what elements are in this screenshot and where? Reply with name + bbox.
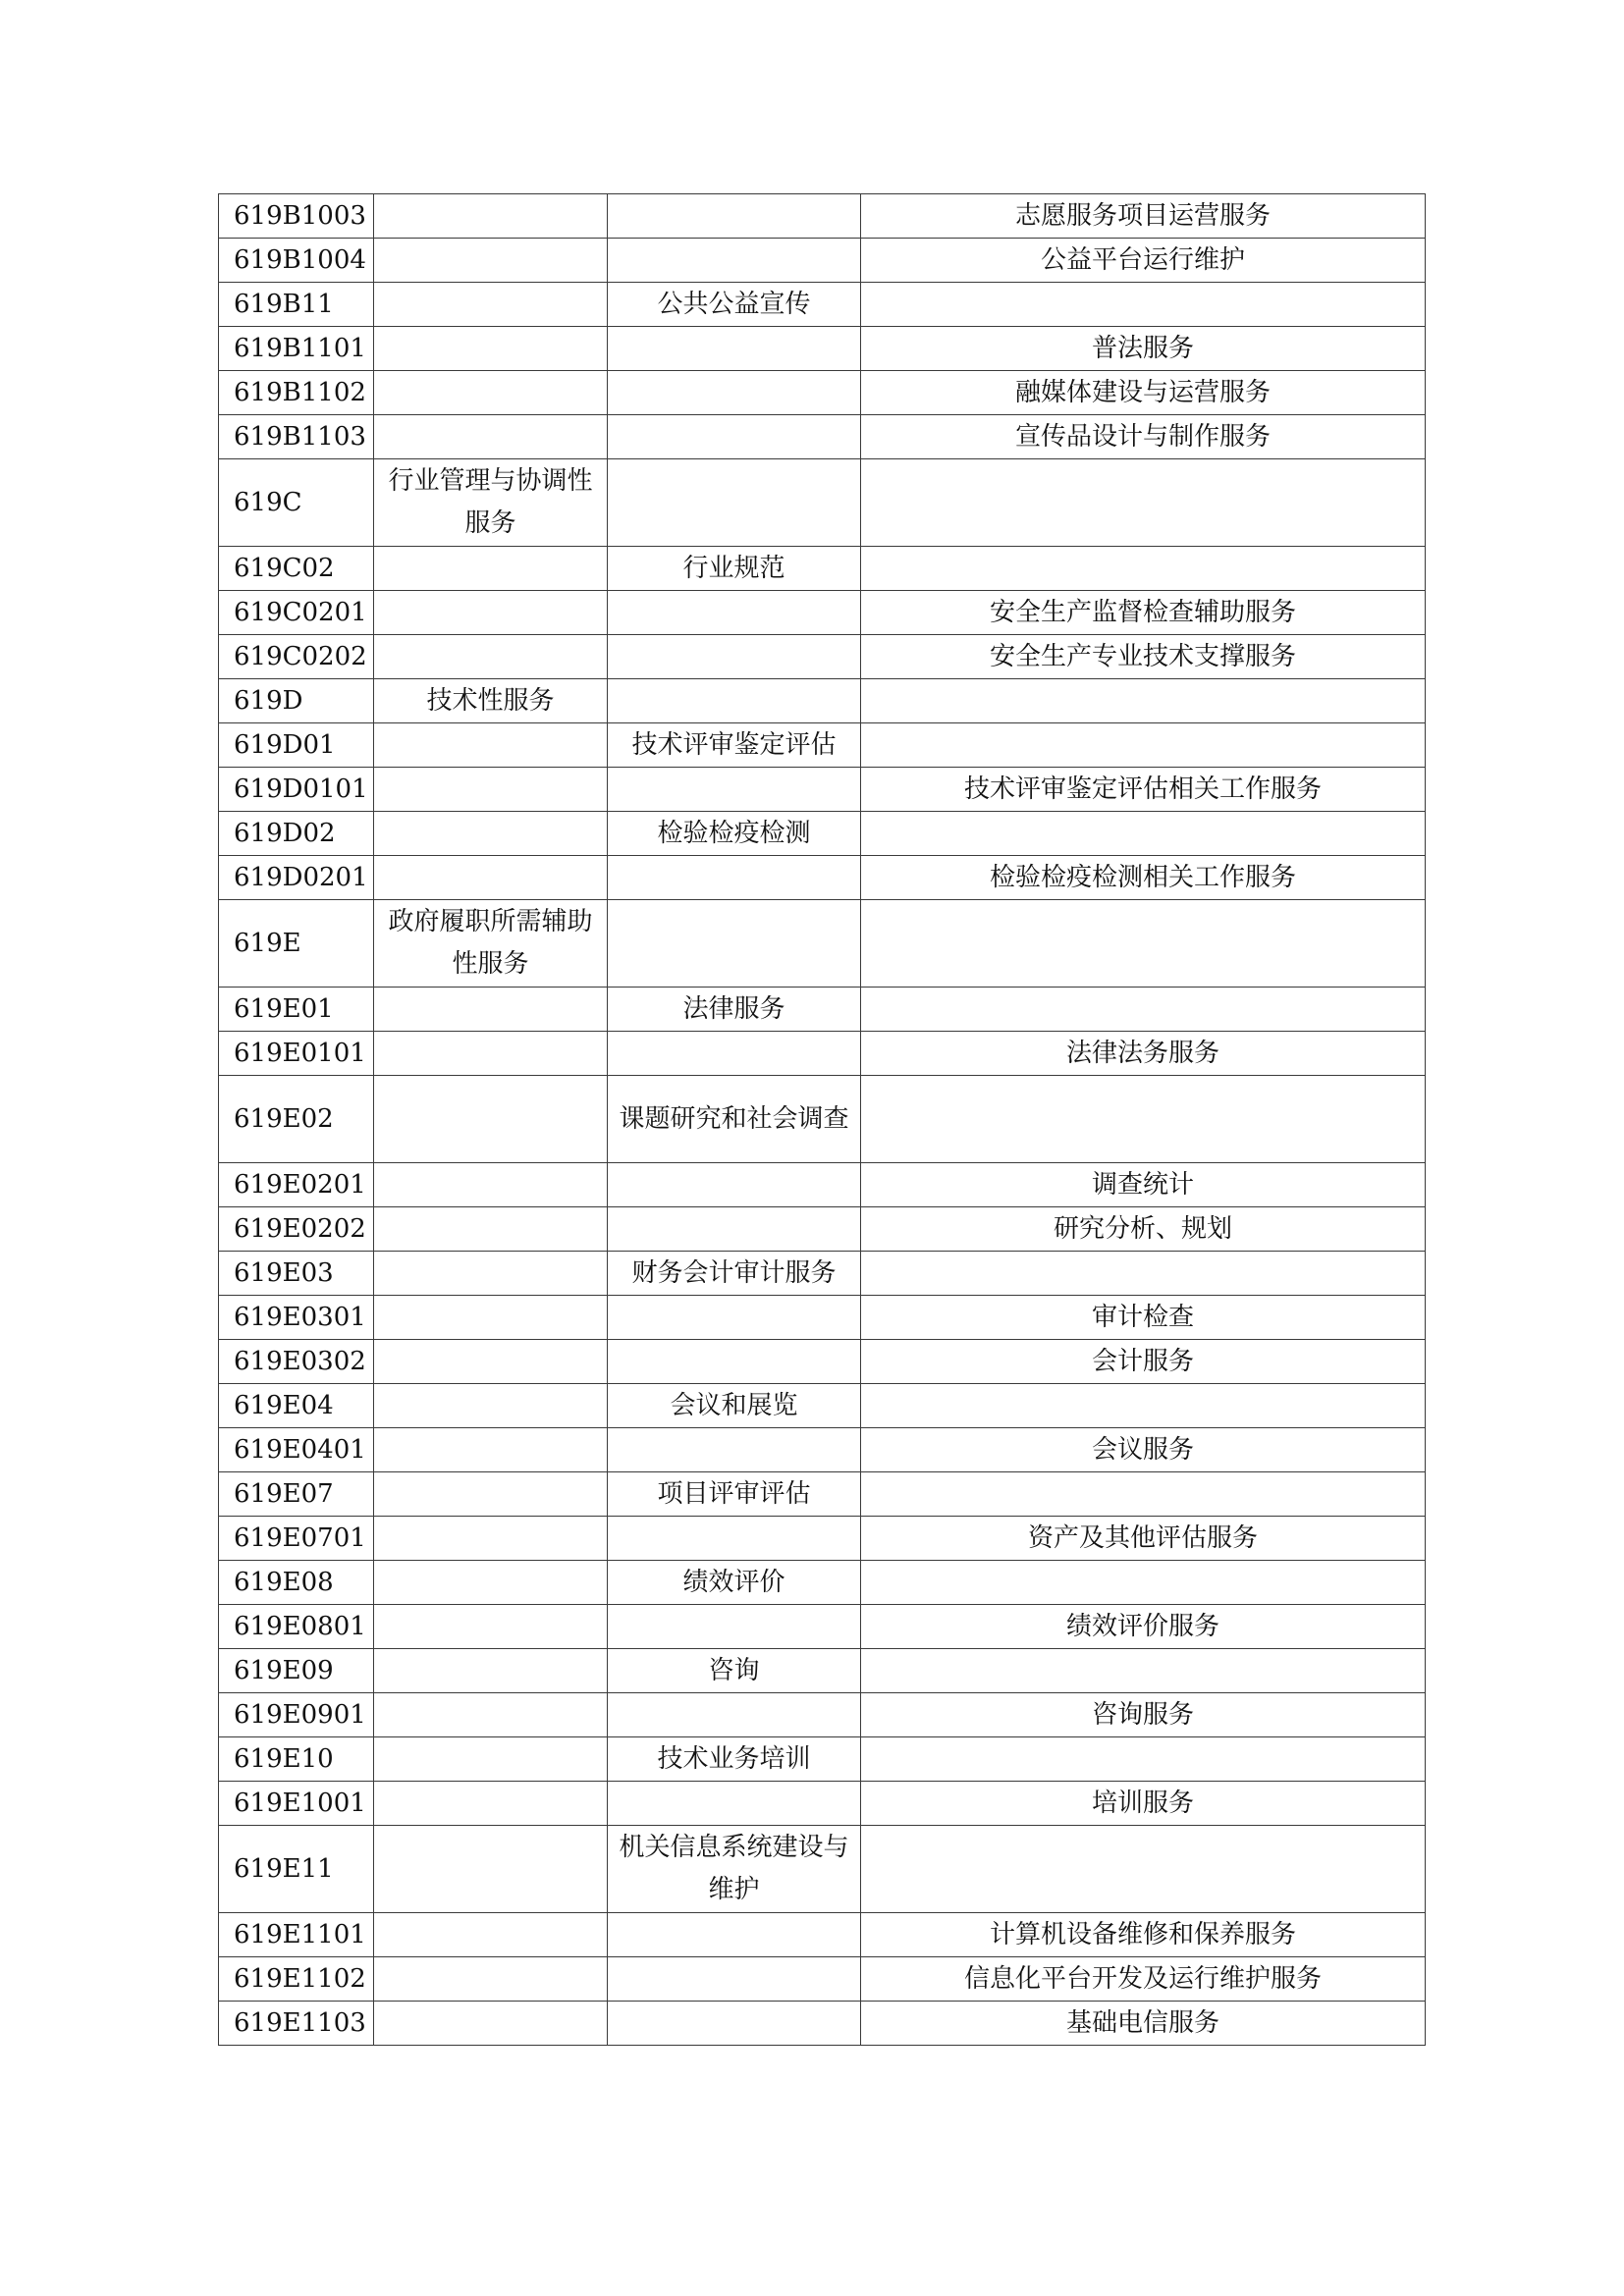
cell-level3 xyxy=(861,1649,1426,1693)
cell-code: 619D01 xyxy=(219,723,374,768)
cell-code: 619B1004 xyxy=(219,239,374,283)
cell-code: 619D xyxy=(219,679,374,723)
cell-level3: 培训服务 xyxy=(861,1782,1426,1826)
cell-level2 xyxy=(608,1957,861,2002)
cell-level1: 行业管理与协调性服务 xyxy=(374,459,608,547)
table-row xyxy=(219,1032,1426,1076)
cell-level1: 政府履职所需辅助性服务 xyxy=(374,900,608,988)
table-row xyxy=(219,679,1426,723)
cell-level1 xyxy=(374,768,608,812)
table-row xyxy=(219,547,1426,591)
cell-level1 xyxy=(374,1428,608,1472)
cell-level1 xyxy=(374,1561,608,1605)
cell-level1 xyxy=(374,856,608,900)
cell-level2 xyxy=(608,1428,861,1472)
cell-level3 xyxy=(861,1252,1426,1296)
cell-level2 xyxy=(608,635,861,679)
cell-level1 xyxy=(374,988,608,1032)
cell-level3 xyxy=(861,1737,1426,1782)
cell-code: 619E1103 xyxy=(219,2002,374,2046)
cell-level3: 绩效评价服务 xyxy=(861,1605,1426,1649)
table-row xyxy=(219,1605,1426,1649)
cell-level2 xyxy=(608,371,861,415)
cell-level2 xyxy=(608,1207,861,1252)
table-row xyxy=(219,327,1426,371)
table-row xyxy=(219,415,1426,459)
cell-level3: 会计服务 xyxy=(861,1340,1426,1384)
cell-level1 xyxy=(374,1163,608,1207)
cell-code: 619E0301 xyxy=(219,1296,374,1340)
table-row xyxy=(219,812,1426,856)
cell-level3: 会议服务 xyxy=(861,1428,1426,1472)
cell-code: 619E xyxy=(219,900,374,988)
cell-level1 xyxy=(374,1076,608,1163)
cell-level1 xyxy=(374,1517,608,1561)
cell-level3: 安全生产监督检查辅助服务 xyxy=(861,591,1426,635)
cell-level1 xyxy=(374,1826,608,1913)
table-row xyxy=(219,1076,1426,1163)
cell-level2: 财务会计审计服务 xyxy=(608,1252,861,1296)
cell-level1 xyxy=(374,1207,608,1252)
table-row xyxy=(219,635,1426,679)
cell-level1 xyxy=(374,1296,608,1340)
table-row xyxy=(219,591,1426,635)
cell-level2 xyxy=(608,1032,861,1076)
table-row xyxy=(219,239,1426,283)
cell-level2 xyxy=(608,1163,861,1207)
cell-level3 xyxy=(861,679,1426,723)
cell-level3 xyxy=(861,900,1426,988)
cell-code: 619E01 xyxy=(219,988,374,1032)
cell-level2 xyxy=(608,327,861,371)
cell-level3 xyxy=(861,1472,1426,1517)
cell-level1 xyxy=(374,1340,608,1384)
cell-level2 xyxy=(608,194,861,239)
cell-level1 xyxy=(374,239,608,283)
cell-level3 xyxy=(861,459,1426,547)
table-row xyxy=(219,1957,1426,2002)
cell-code: 619E0101 xyxy=(219,1032,374,1076)
table-row xyxy=(219,1340,1426,1384)
cell-level3 xyxy=(861,1076,1426,1163)
cell-level1 xyxy=(374,194,608,239)
cell-level2: 咨询 xyxy=(608,1649,861,1693)
cell-level3: 普法服务 xyxy=(861,327,1426,371)
cell-code: 619E09 xyxy=(219,1649,374,1693)
cell-level1 xyxy=(374,327,608,371)
table-row xyxy=(219,768,1426,812)
cell-level2 xyxy=(608,2002,861,2046)
cell-code: 619E04 xyxy=(219,1384,374,1428)
cell-code: 619E10 xyxy=(219,1737,374,1782)
cell-level2 xyxy=(608,1605,861,1649)
cell-level2 xyxy=(608,239,861,283)
table-row xyxy=(219,723,1426,768)
table-row xyxy=(219,1428,1426,1472)
cell-level2: 会议和展览 xyxy=(608,1384,861,1428)
cell-level2: 法律服务 xyxy=(608,988,861,1032)
cell-level3: 公益平台运行维护 xyxy=(861,239,1426,283)
cell-code: 619D0201 xyxy=(219,856,374,900)
table-row xyxy=(219,459,1426,547)
cell-level3: 安全生产专业技术支撑服务 xyxy=(861,635,1426,679)
cell-level1 xyxy=(374,1957,608,2002)
cell-code: 619E1001 xyxy=(219,1782,374,1826)
cell-level2 xyxy=(608,1517,861,1561)
cell-level3 xyxy=(861,1826,1426,1913)
cell-level3: 基础电信服务 xyxy=(861,2002,1426,2046)
cell-level1 xyxy=(374,2002,608,2046)
cell-code: 619D0101 xyxy=(219,768,374,812)
cell-level2 xyxy=(608,679,861,723)
cell-level3: 审计检查 xyxy=(861,1296,1426,1340)
cell-level3 xyxy=(861,283,1426,327)
cell-level3: 研究分析、规划 xyxy=(861,1207,1426,1252)
cell-level3: 技术评审鉴定评估相关工作服务 xyxy=(861,768,1426,812)
table-row xyxy=(219,988,1426,1032)
cell-code: 619E0201 xyxy=(219,1163,374,1207)
table-row xyxy=(219,371,1426,415)
cell-level1: 技术性服务 xyxy=(374,679,608,723)
cell-code: 619E07 xyxy=(219,1472,374,1517)
cell-level2: 课题研究和社会调查 xyxy=(608,1076,861,1163)
cell-level2 xyxy=(608,415,861,459)
table-row xyxy=(219,1913,1426,1957)
cell-level1 xyxy=(374,283,608,327)
cell-level1 xyxy=(374,723,608,768)
cell-code: 619B11 xyxy=(219,283,374,327)
cell-level3 xyxy=(861,1384,1426,1428)
cell-level2 xyxy=(608,1296,861,1340)
cell-code: 619C0202 xyxy=(219,635,374,679)
cell-level1 xyxy=(374,812,608,856)
cell-level2 xyxy=(608,591,861,635)
cell-code: 619B1102 xyxy=(219,371,374,415)
cell-level3 xyxy=(861,812,1426,856)
cell-level1 xyxy=(374,371,608,415)
cell-code: 619E11 xyxy=(219,1826,374,1913)
cell-code: 619E03 xyxy=(219,1252,374,1296)
cell-code: 619E08 xyxy=(219,1561,374,1605)
cell-level1 xyxy=(374,1913,608,1957)
cell-code: 619E1101 xyxy=(219,1913,374,1957)
table-row xyxy=(219,1782,1426,1826)
table-row xyxy=(219,1384,1426,1428)
cell-code: 619E1102 xyxy=(219,1957,374,2002)
cell-level1 xyxy=(374,591,608,635)
cell-level3: 计算机设备维修和保养服务 xyxy=(861,1913,1426,1957)
table-row xyxy=(219,1252,1426,1296)
cell-code: 619E0401 xyxy=(219,1428,374,1472)
cell-code: 619E0901 xyxy=(219,1693,374,1737)
cell-level2 xyxy=(608,900,861,988)
cell-level1 xyxy=(374,1737,608,1782)
table-row xyxy=(219,900,1426,988)
cell-code: 619B1101 xyxy=(219,327,374,371)
table-row xyxy=(219,1517,1426,1561)
table-row xyxy=(219,856,1426,900)
cell-level1 xyxy=(374,1649,608,1693)
cell-level1 xyxy=(374,1605,608,1649)
cell-level2 xyxy=(608,1913,861,1957)
cell-level1 xyxy=(374,635,608,679)
table-row xyxy=(219,283,1426,327)
cell-level1 xyxy=(374,1693,608,1737)
cell-code: 619B1103 xyxy=(219,415,374,459)
cell-level2: 技术业务培训 xyxy=(608,1737,861,1782)
cell-level2 xyxy=(608,768,861,812)
cell-level2: 机关信息系统建设与维护 xyxy=(608,1826,861,1913)
cell-level2: 行业规范 xyxy=(608,547,861,591)
table-row xyxy=(219,1561,1426,1605)
table-row xyxy=(219,1207,1426,1252)
cell-level1 xyxy=(374,547,608,591)
table-row xyxy=(219,194,1426,239)
cell-level2 xyxy=(608,1340,861,1384)
cell-level3: 志愿服务项目运营服务 xyxy=(861,194,1426,239)
cell-level3: 咨询服务 xyxy=(861,1693,1426,1737)
table-body xyxy=(219,194,1426,2046)
cell-level3: 融媒体建设与运营服务 xyxy=(861,371,1426,415)
cell-level2: 公共公益宣传 xyxy=(608,283,861,327)
cell-code: 619C xyxy=(219,459,374,547)
cell-level2: 项目评审评估 xyxy=(608,1472,861,1517)
cell-level3 xyxy=(861,723,1426,768)
cell-level2 xyxy=(608,1693,861,1737)
cell-level2: 检验检疫检测 xyxy=(608,812,861,856)
cell-level3: 资产及其他评估服务 xyxy=(861,1517,1426,1561)
cell-level3: 宣传品设计与制作服务 xyxy=(861,415,1426,459)
cell-level2 xyxy=(608,856,861,900)
cell-level3: 信息化平台开发及运行维护服务 xyxy=(861,1957,1426,2002)
table-row xyxy=(219,2002,1426,2046)
cell-level1 xyxy=(374,1782,608,1826)
table-row xyxy=(219,1737,1426,1782)
table-row xyxy=(219,1472,1426,1517)
cell-code: 619C02 xyxy=(219,547,374,591)
table-row xyxy=(219,1163,1426,1207)
table-row xyxy=(219,1296,1426,1340)
cell-level3 xyxy=(861,547,1426,591)
cell-level3: 法律法务服务 xyxy=(861,1032,1426,1076)
cell-level2: 技术评审鉴定评估 xyxy=(608,723,861,768)
table-row xyxy=(219,1826,1426,1913)
cell-code: 619E0202 xyxy=(219,1207,374,1252)
cell-level3: 调查统计 xyxy=(861,1163,1426,1207)
cell-level3 xyxy=(861,1561,1426,1605)
table-row xyxy=(219,1649,1426,1693)
service-catalog-table xyxy=(218,193,1426,2046)
cell-code: 619E0302 xyxy=(219,1340,374,1384)
cell-code: 619E0701 xyxy=(219,1517,374,1561)
cell-level3 xyxy=(861,988,1426,1032)
cell-level2: 绩效评价 xyxy=(608,1561,861,1605)
cell-level1 xyxy=(374,1384,608,1428)
cell-code: 619B1003 xyxy=(219,194,374,239)
cell-level3: 检验检疫检测相关工作服务 xyxy=(861,856,1426,900)
table-row xyxy=(219,1693,1426,1737)
cell-code: 619E0801 xyxy=(219,1605,374,1649)
cell-level1 xyxy=(374,1032,608,1076)
cell-level2 xyxy=(608,1782,861,1826)
cell-level1 xyxy=(374,1252,608,1296)
cell-code: 619E02 xyxy=(219,1076,374,1163)
cell-code: 619C0201 xyxy=(219,591,374,635)
cell-level2 xyxy=(608,459,861,547)
cell-code: 619D02 xyxy=(219,812,374,856)
cell-level1 xyxy=(374,415,608,459)
cell-level1 xyxy=(374,1472,608,1517)
